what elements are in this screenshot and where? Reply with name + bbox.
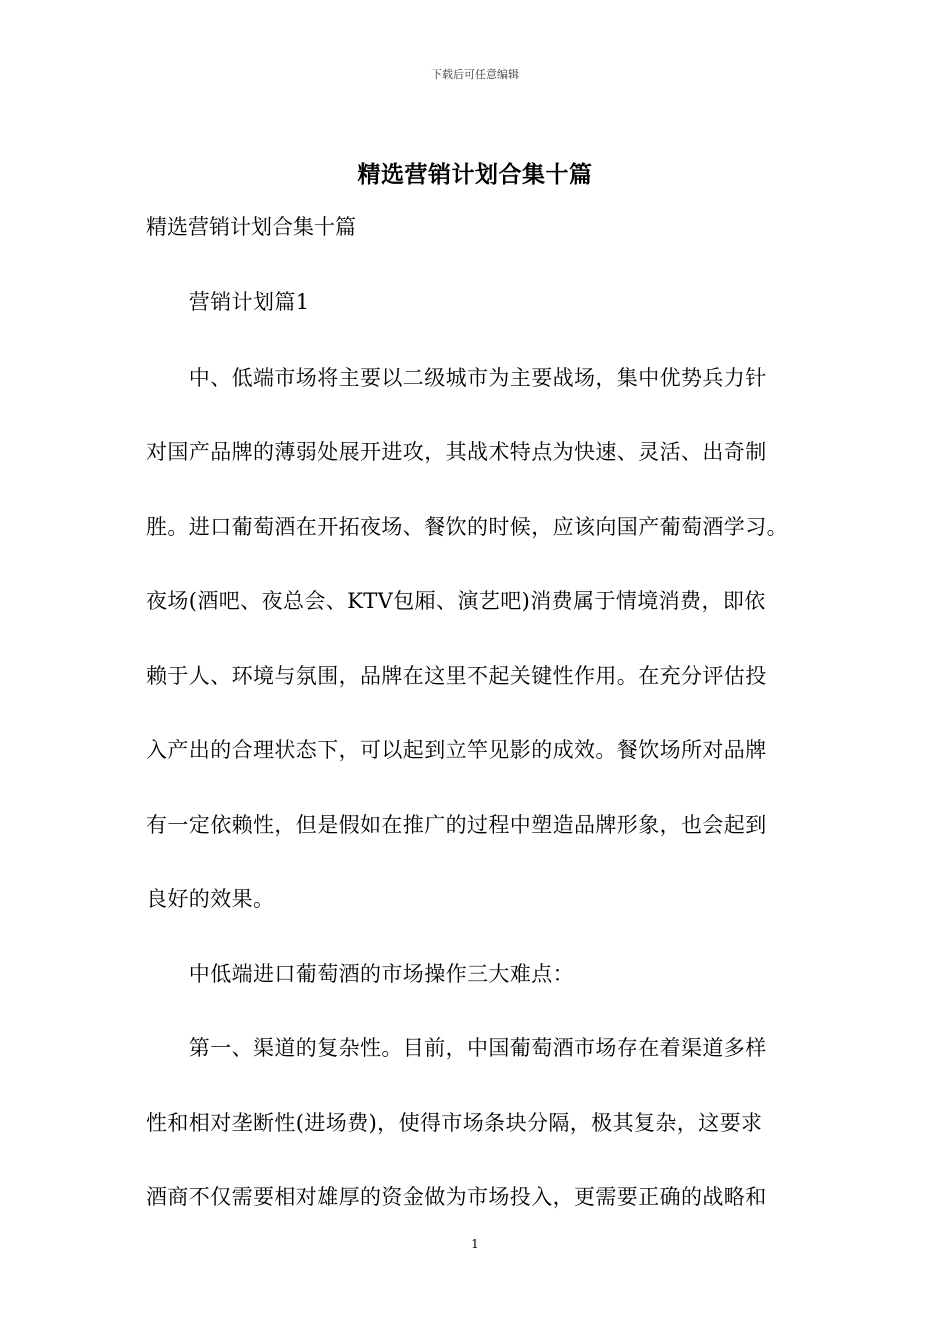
page-header-note: 下载后可任意编辑 [431,68,519,81]
page-number: 1 [471,1237,479,1251]
paragraph-line: 对国产品牌的薄弱处展开进攻，其战术特点为快速、灵活、出奇制 [146,440,767,464]
paragraph-line: 性和相对垄断性(进场费)，使得市场条块分隔，极其复杂，这要求 [146,1111,763,1135]
paragraph-line: 酒商不仅需要相对雄厚的资金做为市场投入，更需要正确的战略和 [146,1185,767,1209]
document-title: 精选营销计划合集十篇 [357,161,593,188]
section-heading: 营销计划篇1 [146,290,310,314]
paragraph-line: 中低端进口葡萄酒的市场操作三大难点： [146,962,574,986]
paragraph-line: 良好的效果。 [146,887,275,911]
paragraph-line: 有一定依赖性，但是假如在推广的过程中塑造品牌形象，也会起到 [146,813,767,837]
paragraph-line: 第一、渠道的复杂性。目前，中国葡萄酒市场存在着渠道多样 [146,1036,767,1060]
paragraph-line: 赖于人、环境与氛围，品牌在这里不起关键性作用。在充分评估投 [146,664,767,688]
document-subtitle: 精选营销计划合集十篇 [146,215,356,239]
paragraph-line: 入产出的合理状态下，可以起到立竿见影的成效。餐饮场所对品牌 [146,738,767,762]
paragraph-line: 中、低端市场将主要以二级城市为主要战场，集中优势兵力针 [146,366,767,390]
paragraph-line: 胜。进口葡萄酒在开拓夜场、餐饮的时候，应该向国产葡萄酒学习。 [146,515,788,539]
paragraph-line: 夜场(酒吧、夜总会、KTV包厢、演艺吧)消费属于情境消费，即依 [146,589,766,613]
